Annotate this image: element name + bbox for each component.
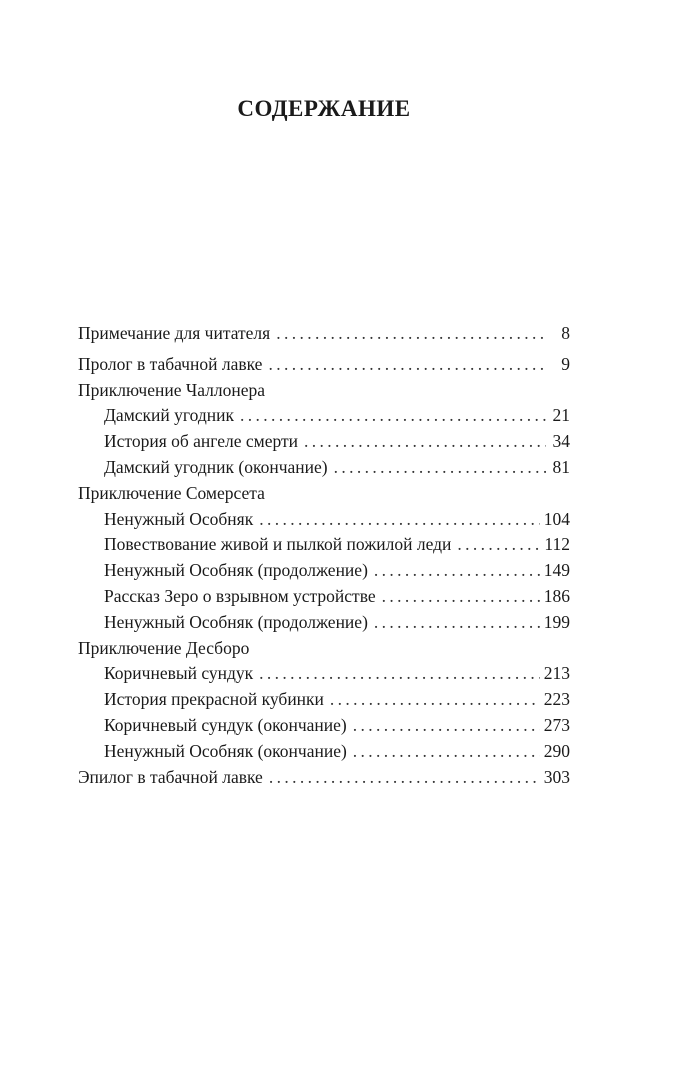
toc-entry-page: 21: [552, 405, 570, 426]
toc-entry: [78, 532, 570, 558]
toc-entry: [78, 403, 570, 429]
toc-entry-label: Дамский угодник: [104, 405, 235, 426]
toc-entry-page: 273: [543, 714, 570, 735]
toc-entry-label: Коричневый сундук: [104, 663, 254, 684]
toc-entry: [78, 352, 570, 378]
toc-entry-page: 303: [543, 766, 570, 787]
toc-entry-page: 34: [552, 431, 570, 452]
dot-leader: [457, 532, 540, 558]
page-title: СОДЕРЖАНИЕ: [237, 96, 411, 121]
toc-entry-label: История об ангеле смерти: [104, 431, 299, 452]
toc-entry-label: Коричневый сундук (окончание): [104, 714, 347, 735]
toc-entry-label: Ненужный Особняк (окончание): [104, 740, 347, 761]
toc-entry-label: Повествование живой и пылкой пожилой леди: [104, 534, 452, 555]
dot-leader: [269, 765, 540, 791]
toc-entry: [78, 455, 570, 481]
dot-leader: [268, 352, 546, 378]
dot-leader: [330, 687, 540, 713]
dot-leader: [353, 739, 540, 765]
toc-entry: [78, 321, 570, 347]
toc-entry: [78, 661, 570, 687]
toc-entry-page: 112: [544, 534, 570, 555]
toc-entry-label: Дамский угодник (окончание): [104, 456, 328, 477]
toc-entry: [78, 687, 570, 713]
dot-leader: [374, 610, 540, 636]
toc-entry-label: Ненужный Особняк (продолжение): [104, 560, 368, 581]
toc-section-label: Приключение Десборо: [78, 637, 250, 658]
toc-section-heading: [78, 481, 570, 507]
dot-leader: [276, 321, 546, 347]
toc-section-label: Приключение Чаллонера: [78, 379, 265, 400]
toc-entry-label: Рассказ Зеро о взрывном устройстве: [104, 585, 376, 606]
toc-entry-page: 199: [543, 611, 570, 632]
toc-section-heading: [78, 378, 570, 404]
dot-leader: [382, 584, 540, 610]
dot-leader: [259, 661, 540, 687]
table-of-contents: [78, 321, 570, 790]
toc-entry: [78, 610, 570, 636]
toc-entry-page: 81: [552, 456, 570, 477]
toc-entry-page: 186: [543, 585, 570, 606]
toc-entry-page: 8: [561, 323, 570, 343]
toc-entry-page: 104: [543, 508, 570, 529]
dot-leader: [240, 403, 546, 429]
toc-entry-label: Эпилог в табачной лавке: [78, 766, 263, 787]
toc-entry: [78, 507, 570, 533]
toc-entry: [78, 584, 570, 610]
toc-section-label: Приключение Сомерсета: [78, 482, 265, 503]
dot-leader: [259, 507, 540, 533]
toc-entry-page: 9: [561, 353, 570, 374]
toc-entry: [78, 713, 570, 739]
dot-leader: [304, 429, 546, 455]
dot-leader: [374, 558, 540, 584]
toc-entry-label: Ненужный Особняк: [104, 508, 254, 529]
toc-section-heading: [78, 636, 570, 662]
toc-entry-label: Ненужный Особняк (продолжение): [104, 611, 368, 632]
dot-leader: [334, 455, 546, 481]
toc-entry: [78, 558, 570, 584]
toc-entry-page: 213: [543, 663, 570, 684]
toc-entry-page: 149: [543, 560, 570, 581]
toc-entry-label: История прекрасной кубинки: [104, 689, 324, 710]
toc-entry-label: Примечание для читателя: [78, 323, 271, 343]
toc-entry-page: 290: [543, 740, 570, 761]
toc-entry: [78, 739, 570, 765]
dot-leader: [353, 713, 540, 739]
toc-entry-label: Пролог в табачной лавке: [78, 353, 263, 374]
toc-entry: [78, 765, 570, 791]
toc-entry-page: 223: [543, 689, 570, 710]
toc-entry: [78, 429, 570, 455]
